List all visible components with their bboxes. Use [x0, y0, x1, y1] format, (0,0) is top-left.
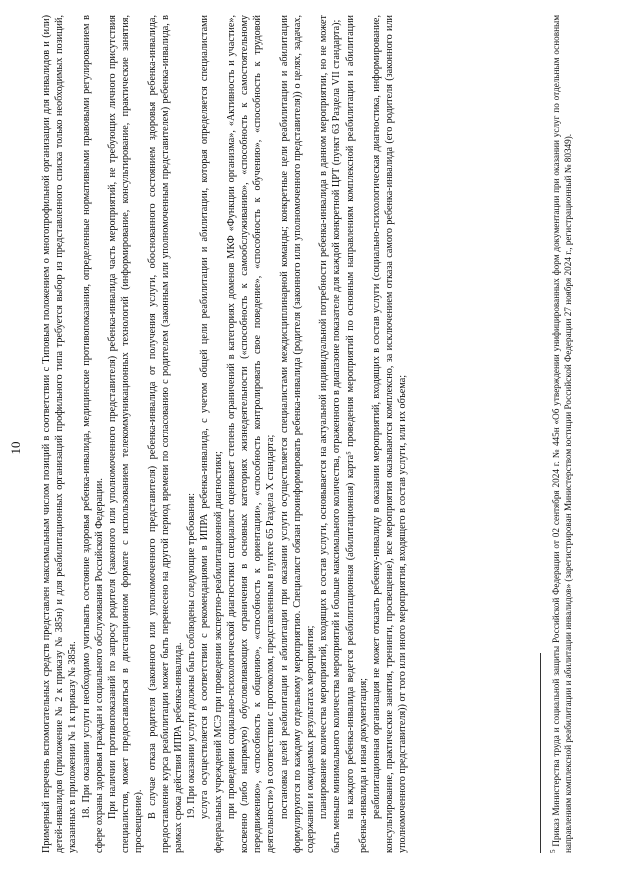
paragraph: реабилитационная организация не может отказать ребенку-инвалиду в оказании мероприятий, входящих в состав услуги (социально-психологическая диагностика, информирование, консультирование, практические занятия, тренинги, просвещение), все мероприятия оказываются комплексно, за исключением отказа самого ребенка-инвалида (его родителя (законного или уполномоченного представителя)) от того или иного мероприятия, входящего в состав услуги, или их объема;: [371, 15, 409, 853]
paragraph: Примерный перечень вспомогательных средств представлен максимальным числом позиций в соответствии с Типовым положением о многопрофильной организации для инвалидов и (или) детей-инвалидов (приложение № 2 к приказу № 385н) и для реабилитационных организаций профильного типа требуется выбор из представленного списка только необходимых позиций, указанных в приложении № 1 к приказу № 385н.: [41, 15, 79, 853]
page-number: 10: [8, 441, 23, 455]
paragraph: при проведении социально-психологической диагностики специалист оценивает степень ограничений в категориях доменов МКФ «Функции организма», «Активность и участие», косвенно (либо напрямую) обусловливающих ограничения в основных категориях жизнедеятельности («способность к самообслуживанию», «способность к самостоятельному передвижению», «способность к общению», «способность к ориентации», «способность контролировать свое поведение», «способность к обучению», «способность к трудовой деятельности») в соответствии с протоколом, представленным в пункте 65 Раздела X стандарта;: [225, 15, 277, 853]
paragraph: услуга осуществляется в соответствии с рекомендациями в ИПРА ребенка-инвалида, с учетом общей цели реабилитации и абилитации, которая определяется специалистами федеральных учреждений МСЭ при проведении экспертно-реабилитационной диагностики;: [199, 15, 224, 853]
paragraph: 19. При оказании услуги должны быть соблюдены следующие требования:: [186, 493, 198, 819]
paragraph: В случае отказа родителя (законного или уполномоченного представителя) ребенка-инвалида от получения услуги, обоснованного состоянием здоровья ребенка-инвалида, предоставление курса реабилитации может быть перенесено на другой период времени по согласованию с родителем (законным или уполномоченным представителем) ребенка-инвалида, в рамках срока действия ИПРА ребенка-инвалида.: [146, 15, 185, 853]
paragraph: постановка целей реабилитации и абилитации при оказании услуги осуществляется специалистами междисциплинарной команды; конкретные цели реабилитации и абилитации формулируются по каждому отдельному мероприятию. Специалист обязан проинформировать ребенка-инвалида (родителя (законного или уполномоченного представителя)) о целях, задачах, содержании и ожидаемых результатах мероприятия;: [278, 15, 317, 853]
document-body: [40, 15, 410, 853]
footnote: [548, 15, 574, 853]
footnote-text: Приказ Министерства труда и социальной защиты Российской Федерации от 02 сентября 2024 г. № 445н «Об утверждении унифицированных форм документации при оказании услуг по отдельным основным направлениям комплексной реабилитации и абилитации инвалидов» (зарегистрирован Министерством юстиции Российской Федерации 27 ноября 2024 г., регистрационный № 80349).: [551, 14, 573, 853]
paragraph: на каждого ребенка-инвалида ведется реабилитационная (абилитационная) карта⁵ проведения мероприятий по основным направлениям комплексной реабилитации и абилитации ребенка-инвалида и иная документация;: [344, 15, 369, 853]
paragraph: При наличии противопоказаний по запросу родителя (законного или уполномоченного представителя) ребенка-инвалида часть мероприятий, не требующих личного присутствия специалистов, может предоставляться в дистанционном формате с использованием телекоммуникационных технологий (информирование, консультирование, практические занятия, просвещение).: [107, 15, 145, 853]
footnote-mark: 5: [549, 849, 557, 853]
paragraph: планирование количества мероприятий, входящих в состав услуги, основывается на актуальной индивидуальной потребности ребенка-инвалида в данном мероприятии, но не может быть меньше минимального количества мероприятий и больше максимального количества, отраженного в диапазоне показателе для каждой конкретной ЦРТ (пункт 63 Раздела VII стандарта);: [318, 15, 343, 853]
footnote-separator: [540, 653, 541, 853]
paragraph: 18. При оказании услуги необходимо учитывать состояние здоровья ребенка-инвалида, медицинские противопоказания, определенные нормативными правовыми регулированием в сфере охраны здоровья граждан и социального обслуживания Российской Федерации.: [80, 15, 105, 853]
